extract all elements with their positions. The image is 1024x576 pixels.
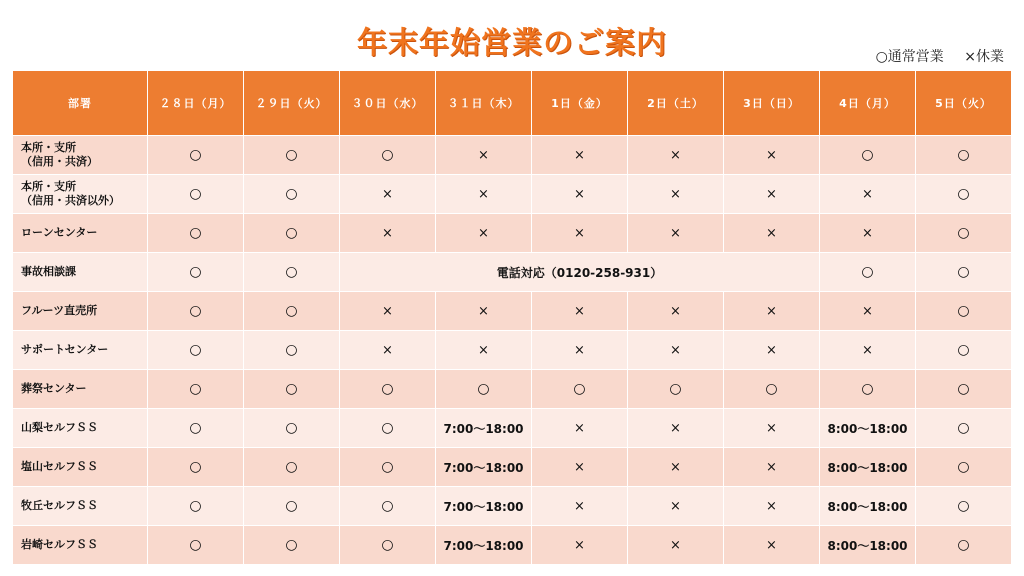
header-date: 5日（火） — [916, 71, 1012, 136]
status-open: ○ — [916, 448, 1012, 487]
status-open: ○ — [244, 214, 340, 253]
header-date: ３１日（木） — [436, 71, 532, 136]
header-row — [13, 71, 1012, 136]
status-open: ○ — [340, 526, 436, 565]
status-closed: × — [724, 448, 820, 487]
status-closed: × — [340, 214, 436, 253]
status-open: ○ — [916, 331, 1012, 370]
header-date: ２９日（火） — [244, 71, 340, 136]
dept-cell: 塩山セルフＳＳ — [13, 448, 148, 487]
status-open: ○ — [148, 409, 244, 448]
status-open: ○ — [340, 409, 436, 448]
status-open: ○ — [340, 487, 436, 526]
status-note: 7:00～18:00 — [436, 448, 532, 487]
status-closed: × — [532, 136, 628, 175]
status-closed: × — [340, 292, 436, 331]
dept-cell: 牧丘セルフＳＳ — [13, 487, 148, 526]
status-note: 7:00～18:00 — [436, 409, 532, 448]
status-closed: × — [724, 175, 820, 214]
status-closed: × — [628, 292, 724, 331]
header-date: 4日（月） — [820, 71, 916, 136]
table-row — [13, 292, 1012, 331]
status-open: ○ — [244, 370, 340, 409]
status-note: 7:00～18:00 — [436, 487, 532, 526]
legend-closed: ×休業 — [964, 49, 1004, 65]
status-closed: × — [436, 214, 532, 253]
status-open: ○ — [244, 448, 340, 487]
status-open: ○ — [148, 214, 244, 253]
status-open: ○ — [724, 370, 820, 409]
status-note: 8:00～18:00 — [820, 526, 916, 565]
dept-cell: 山梨セルフＳＳ — [13, 409, 148, 448]
header-date: 1日（金） — [532, 71, 628, 136]
status-open: ○ — [916, 370, 1012, 409]
legend — [876, 46, 1004, 66]
table-row — [13, 175, 1012, 214]
status-open: ○ — [244, 526, 340, 565]
status-closed: × — [820, 331, 916, 370]
dept-cell: フルーツ直売所 — [13, 292, 148, 331]
table-row — [13, 370, 1012, 409]
status-open: ○ — [148, 136, 244, 175]
status-closed: × — [532, 331, 628, 370]
status-closed: × — [532, 448, 628, 487]
table-row — [13, 136, 1012, 175]
status-open: ○ — [244, 136, 340, 175]
status-open: ○ — [244, 331, 340, 370]
status-open: ○ — [244, 409, 340, 448]
dept-cell: 岩崎セルフＳＳ — [13, 526, 148, 565]
status-closed: × — [532, 526, 628, 565]
status-note: 電話対応（0120-258-931） — [340, 253, 820, 292]
status-open: ○ — [820, 253, 916, 292]
status-open: ○ — [148, 370, 244, 409]
status-open: ○ — [916, 214, 1012, 253]
status-closed: × — [724, 214, 820, 253]
dept-cell: 葬祭センター — [13, 370, 148, 409]
header-date: 3日（日） — [724, 71, 820, 136]
dept-cell: 本所・支所 （信用・共済） — [13, 136, 148, 175]
status-open: ○ — [916, 487, 1012, 526]
status-open: ○ — [148, 448, 244, 487]
status-open: ○ — [148, 292, 244, 331]
status-open: ○ — [148, 487, 244, 526]
status-closed: × — [340, 175, 436, 214]
status-open: ○ — [820, 136, 916, 175]
status-closed: × — [820, 214, 916, 253]
status-closed: × — [532, 409, 628, 448]
status-open: ○ — [340, 136, 436, 175]
status-open: ○ — [916, 292, 1012, 331]
header-date: ２８日（月） — [148, 71, 244, 136]
status-closed: × — [724, 136, 820, 175]
status-open: ○ — [148, 175, 244, 214]
status-open: ○ — [916, 136, 1012, 175]
status-closed: × — [820, 292, 916, 331]
status-closed: × — [532, 292, 628, 331]
status-open: ○ — [436, 370, 532, 409]
status-open: ○ — [340, 370, 436, 409]
status-open: ○ — [148, 526, 244, 565]
status-closed: × — [436, 175, 532, 214]
status-closed: × — [628, 175, 724, 214]
status-open: ○ — [148, 253, 244, 292]
status-closed: × — [820, 175, 916, 214]
dept-cell: ローンセンター — [13, 214, 148, 253]
status-closed: × — [724, 331, 820, 370]
status-closed: × — [532, 214, 628, 253]
status-open: ○ — [244, 292, 340, 331]
header-date: ３０日（水） — [340, 71, 436, 136]
header-dept: 部署 — [13, 71, 148, 136]
dept-cell: 事故相談課 — [13, 253, 148, 292]
status-note: 7:00～18:00 — [436, 526, 532, 565]
table-row — [13, 409, 1012, 448]
status-closed: × — [436, 331, 532, 370]
status-open: ○ — [244, 487, 340, 526]
status-open: ○ — [244, 175, 340, 214]
status-closed: × — [628, 448, 724, 487]
table-row — [13, 448, 1012, 487]
status-closed: × — [532, 487, 628, 526]
status-closed: × — [340, 331, 436, 370]
table-row — [13, 214, 1012, 253]
status-closed: × — [628, 331, 724, 370]
status-open: ○ — [244, 253, 340, 292]
status-closed: × — [724, 487, 820, 526]
table-row — [13, 487, 1012, 526]
dept-cell: サポートセンター — [13, 331, 148, 370]
status-closed: × — [724, 526, 820, 565]
status-open: ○ — [340, 448, 436, 487]
status-open: ○ — [916, 253, 1012, 292]
status-open: ○ — [532, 370, 628, 409]
status-closed: × — [628, 409, 724, 448]
status-closed: × — [724, 292, 820, 331]
table-row — [13, 253, 1012, 292]
dept-cell: 本所・支所 （信用・共済以外） — [13, 175, 148, 214]
status-note: 8:00～18:00 — [820, 487, 916, 526]
status-closed: × — [436, 136, 532, 175]
table-row — [13, 526, 1012, 565]
legend-open: ○通常営業 — [875, 49, 944, 65]
status-closed: × — [628, 487, 724, 526]
page-title: 年末年始営業のご案内 — [357, 26, 667, 61]
schedule-table — [12, 70, 1012, 565]
status-open: ○ — [628, 370, 724, 409]
status-note: 8:00～18:00 — [820, 448, 916, 487]
status-open: ○ — [148, 331, 244, 370]
status-open: ○ — [820, 370, 916, 409]
status-closed: × — [724, 409, 820, 448]
status-closed: × — [532, 175, 628, 214]
status-closed: × — [628, 214, 724, 253]
status-open: ○ — [916, 175, 1012, 214]
status-closed: × — [628, 136, 724, 175]
status-note: 8:00～18:00 — [820, 409, 916, 448]
table-row — [13, 331, 1012, 370]
header-date: 2日（土） — [628, 71, 724, 136]
status-open: ○ — [916, 409, 1012, 448]
status-open: ○ — [916, 526, 1012, 565]
status-closed: × — [436, 292, 532, 331]
status-closed: × — [628, 526, 724, 565]
